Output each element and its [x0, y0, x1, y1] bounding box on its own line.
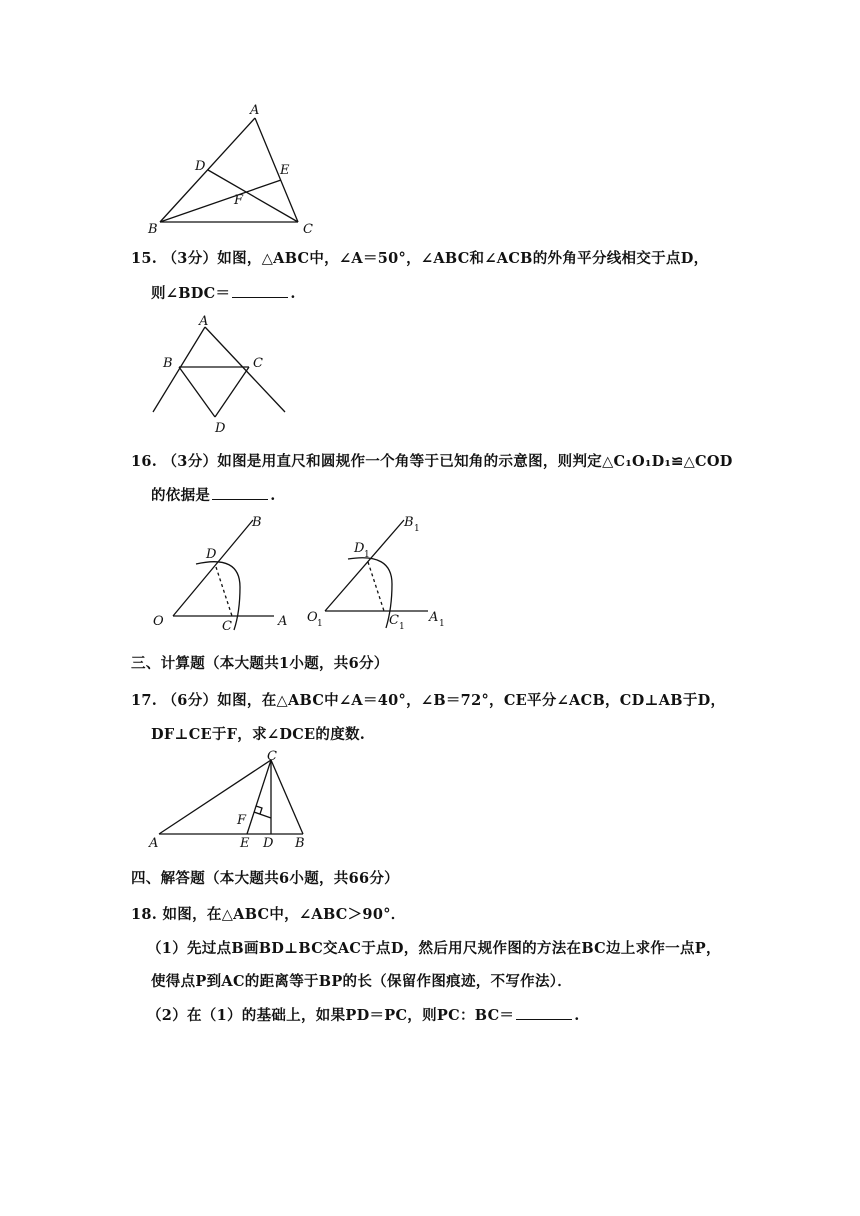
q15-line2-prefix: 则∠BDC＝ [151, 285, 231, 302]
label-b: B [163, 356, 173, 371]
label-b: B [148, 222, 158, 237]
q16-line1 [131, 450, 733, 471]
label-c: C [253, 356, 263, 371]
label-c: C [267, 749, 277, 764]
label-f: F [234, 193, 244, 208]
label-b1-sub: 1 [414, 524, 420, 534]
section-4-heading: 四、解答题（本大题共6小题，共66分） [131, 870, 399, 887]
q16-line2 [151, 484, 276, 505]
label-b: B [252, 515, 262, 530]
label-c: C [222, 619, 232, 634]
q16-number: 16. [131, 453, 158, 470]
figure-triangle-abc-top [140, 100, 340, 240]
q15-line2 [151, 282, 296, 303]
section-3-heading: 三、计算题（本大题共1小题，共6分） [131, 655, 389, 672]
q17-number: 17. [131, 692, 158, 709]
label-b1: B [404, 515, 414, 530]
label-a: A [149, 836, 159, 851]
label-a1: A [429, 610, 439, 625]
label-d: D [263, 836, 274, 851]
label-a: A [199, 314, 209, 329]
label-e: E [280, 163, 290, 178]
label-b: B [295, 836, 305, 851]
q16-line2-prefix: 的依据是 [151, 487, 211, 504]
label-o: O [153, 614, 164, 629]
figure-q16-angle-construction [148, 512, 458, 634]
q18-part2-suffix: . [574, 1007, 580, 1024]
q18-answer-blank[interactable] [516, 1007, 572, 1020]
q17-text: （6分）如图，在△ABC中∠A＝40°，∠B＝72°，CE平分∠ACB，CD⊥AB于D， [162, 692, 726, 709]
q15-line2-suffix: . [290, 285, 296, 302]
q17-line2: DF⊥CE于F，求∠DCE的度数. [151, 726, 366, 743]
q18-part2 [147, 1004, 580, 1025]
label-o1: O [307, 610, 318, 625]
q15-line1 [131, 247, 708, 268]
label-c1: C [389, 613, 399, 628]
label-d1-sub: 1 [364, 550, 370, 560]
label-d: D [195, 159, 206, 174]
q18-part2-prefix: （2）在（1）的基础上，如果PD＝PC，则PC：BC＝ [147, 1007, 515, 1024]
label-f: F [237, 813, 247, 828]
label-a1-sub: 1 [439, 619, 445, 629]
q18-number: 18. [131, 906, 158, 923]
q18-part1-line1: （1）先过点B画BD⊥BC交AC于点D，然后用尺规作图的方法在BC边上求作一点P， [147, 940, 721, 957]
q18-part1-line2: 使得点P到AC的距离等于BP的长（保留作图痕迹，不写作法）． [151, 973, 573, 990]
figure-q17-triangle [145, 748, 325, 858]
label-d: D [215, 421, 226, 436]
q18-text: 如图，在△ABC中，∠ABC＞90°． [162, 906, 406, 923]
q15-number: 15. [131, 250, 158, 267]
q16-text: （3分）如图是用直尺和圆规作一个角等于已知角的示意图，则判定△C₁O₁D₁≌△COD [162, 453, 733, 470]
label-o1-sub: 1 [317, 619, 323, 629]
label-a: A [250, 103, 260, 118]
q17-line1 [131, 689, 725, 710]
q16-line2-suffix: . [270, 487, 276, 504]
figure-q15-triangle [145, 312, 295, 437]
q18-line1 [131, 903, 406, 924]
label-d1: D [354, 541, 365, 556]
q16-answer-blank[interactable] [212, 487, 268, 500]
label-c: C [303, 222, 313, 237]
label-d: D [206, 547, 217, 562]
label-a: A [278, 614, 288, 629]
q15-text: （3分）如图，△ABC中，∠A＝50°，∠ABC和∠ACB的外角平分线相交于点D， [162, 250, 709, 267]
label-e: E [240, 836, 250, 851]
label-c1-sub: 1 [399, 622, 405, 632]
q15-answer-blank[interactable] [232, 285, 288, 298]
